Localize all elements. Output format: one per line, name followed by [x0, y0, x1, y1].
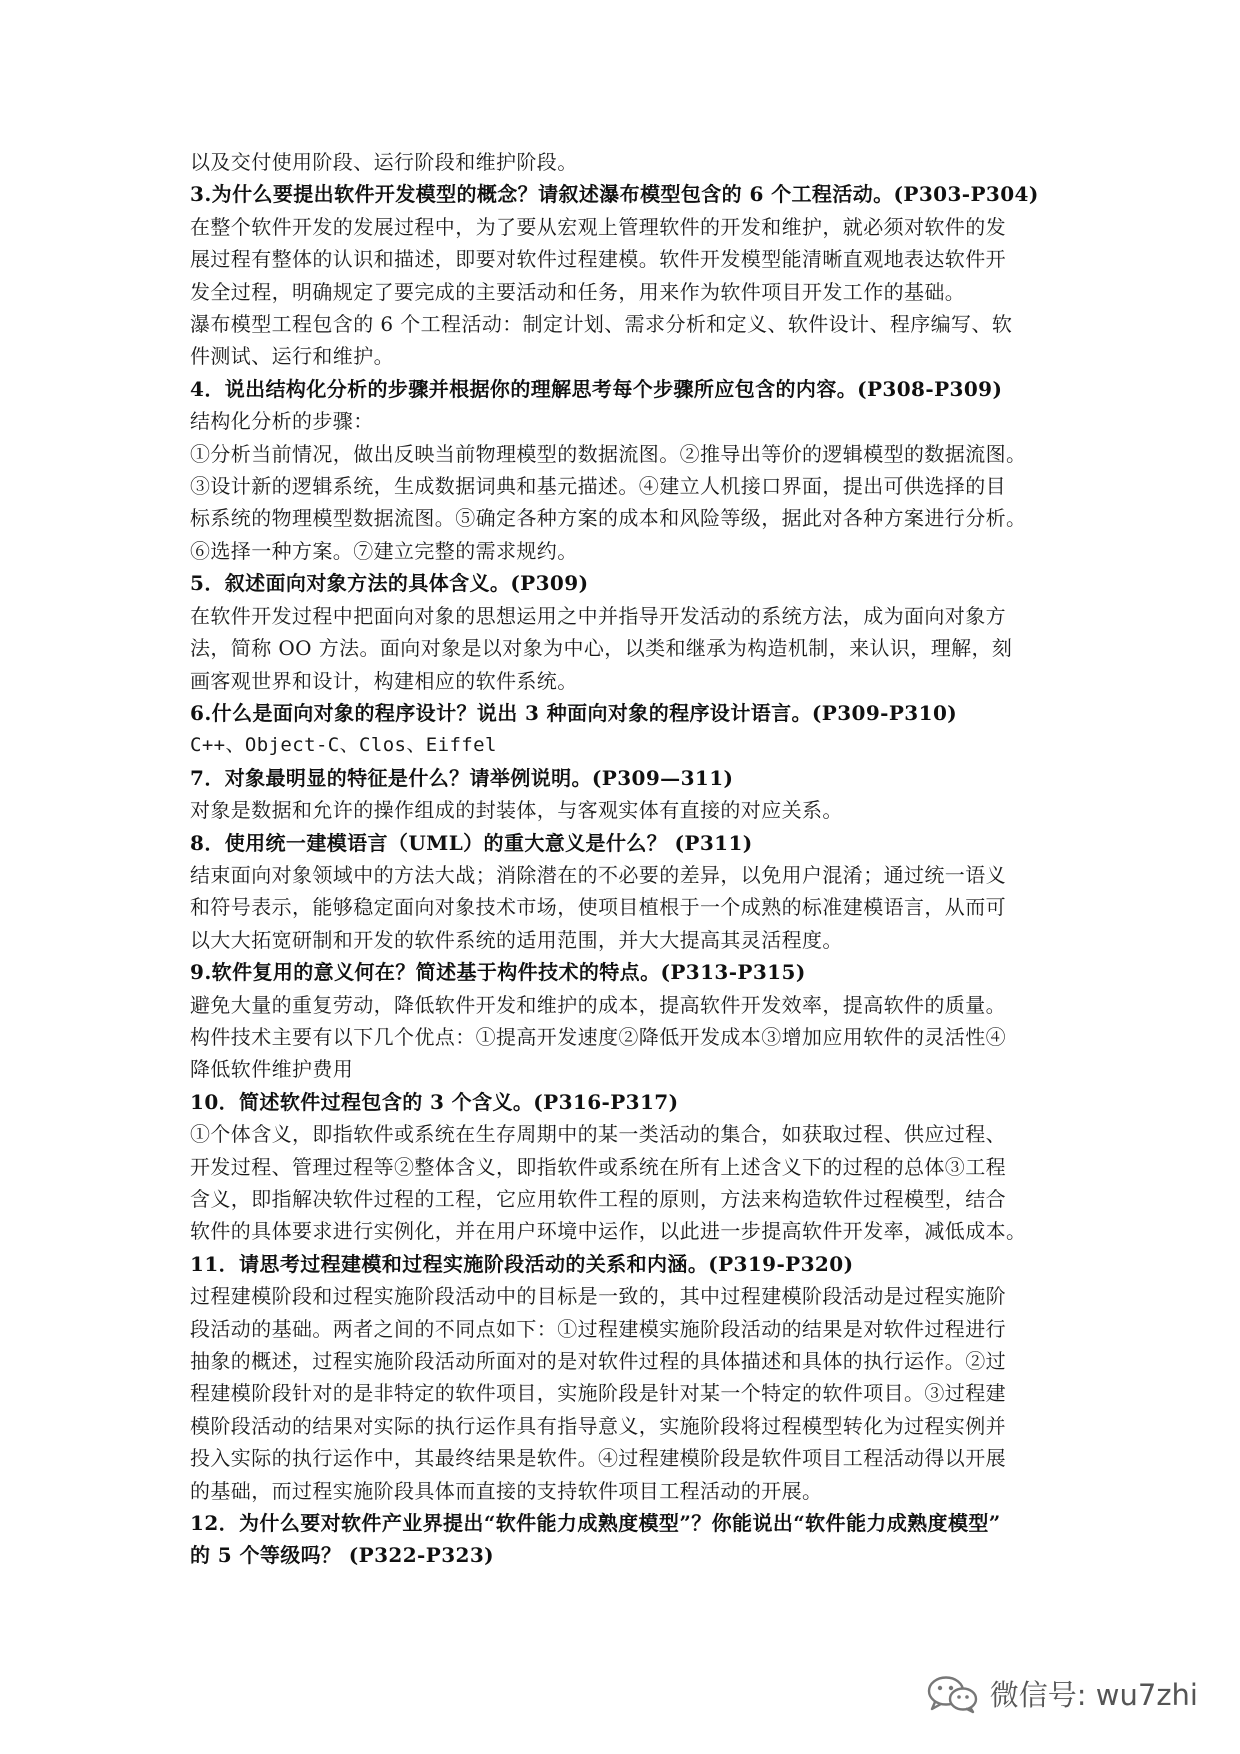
answer-text-line: 在整个软件开发的发展过程中，为了要从宏观上管理软件的开发和维护，就必须对软件的发: [190, 214, 1006, 239]
answer-text-line: 以大大拓宽研制和开发的软件系统的适用范围，并大大提高其灵活程度。: [190, 927, 843, 952]
answer-text-line: 软件的具体要求进行实例化，并在用户环境中运作，以此进一步提高软件开发率，减低成本。: [190, 1219, 1027, 1244]
question-heading: 9.软件复用的意义何在？简述基于构件技术的特点。(P313-P315): [190, 960, 806, 985]
answer-text-line: 投入实际的执行运作中，其最终结果是软件。④过程建模阶段是软件项目工程活动得以开展: [190, 1446, 1006, 1471]
answer-text-line: ⑥选择一种方案。⑦建立完整的需求规约。: [190, 538, 578, 563]
wechat-watermark: [926, 1673, 1198, 1714]
question-heading: 的 5 个等级吗？ (P322-P323): [190, 1543, 495, 1568]
answer-text-line: 构件技术主要有以下几个优点：①提高开发速度②降低开发成本③增加应用软件的灵活性④: [190, 1024, 1006, 1049]
wechat-icon: [926, 1674, 980, 1714]
answer-text-line: 避免大量的重复劳动，降低软件开发和维护的成本，提高软件开发效率，提高软件的质量。: [190, 992, 1006, 1017]
question-heading: 12．为什么要对软件产业界提出“软件能力成熟度模型”？你能说出“软件能力成熟度模型”: [190, 1511, 1001, 1536]
question-heading: 4．说出结构化分析的步骤并根据你的理解思考每个步骤所应包含的内容。(P308-P309): [190, 376, 1003, 401]
answer-text-line: 开发过程、管理过程等②整体含义，即指软件或系统在所有上述含义下的过程的总体③工程: [190, 1154, 1006, 1179]
answer-text-line: 段活动的基础。两者之间的不同点如下：①过程建模实施阶段活动的结果是对软件过程进行: [190, 1316, 1006, 1341]
answer-text-line: 抽象的概述，过程实施阶段活动所面对的是对软件过程的具体描述和具体的执行运作。②过: [190, 1349, 1006, 1374]
question-heading: 5．叙述面向对象方法的具体含义。(P309): [190, 571, 589, 596]
answer-text-line: 画客观世界和设计，构建相应的软件系统。: [190, 668, 578, 693]
answer-text-line: 瀑布模型工程包含的 6 个工程活动：制定计划、需求分析和定义、软件设计、程序编写、软: [190, 312, 1013, 337]
answer-text-line: 结构化分析的步骤：: [190, 409, 374, 434]
answer-text-line: 法，简称 OO 方法。面向对象是以对象为中心，以类和继承为构造机制，来认识，理解，刻: [190, 636, 1013, 661]
answer-text-line: 对象是数据和允许的操作组成的封装体，与客观实体有直接的对应关系。: [190, 798, 843, 823]
answer-text-line: 结束面向对象领域中的方法大战；消除潜在的不必要的差异，以免用户混淆；通过统一语义: [190, 862, 1006, 887]
answer-text-line: 和符号表示，能够稳定面向对象技术市场，使项目植根于一个成熟的标准建模语言，从而可: [190, 895, 1006, 920]
watermark-label: 微信号: wu7zhi: [989, 1678, 1198, 1712]
answer-text-line: 件测试、运行和维护。: [190, 344, 394, 369]
answer-text-line: ①个体含义，即指软件或系统在生存周期中的某一类活动的集合，如获取过程、供应过程、: [190, 1122, 1006, 1147]
answer-text-line: ③设计新的逻辑系统，生成数据词典和基元描述。④建立人机接口界面，提出可供选择的目: [190, 474, 1006, 499]
question-heading: 10．简述软件过程包含的 3 个含义。(P316-P317): [190, 1089, 679, 1114]
answer-text-line: 降低软件维护费用: [190, 1057, 354, 1082]
answer-text-line: 展过程有整体的认识和描述，即要对软件过程建模。软件开发模型能清晰直观地表达软件开: [190, 247, 1006, 272]
answer-text-line: 以及交付使用阶段、运行阶段和维护阶段。: [190, 150, 578, 174]
question-heading: 6.什么是面向对象的程序设计？说出 3 种面向对象的程序设计语言。(P309-P310): [190, 700, 958, 725]
answer-text-line: 发全过程，明确规定了要完成的主要活动和任务，用来作为软件项目开发工作的基础。: [190, 279, 966, 304]
answer-text-line: C++、Object-C、Clos、Eiffel: [190, 734, 497, 757]
document-page: [190, 146, 1068, 1572]
answer-text-line: 过程建模阶段和过程实施阶段活动中的目标是一致的，其中过程建模阶段活动是过程实施阶: [190, 1284, 1006, 1309]
answer-text-line: 在软件开发过程中把面向对象的思想运用之中并指导开发活动的系统方法，成为面向对象方: [190, 603, 1006, 628]
question-heading: 11．请思考过程建模和过程实施阶段活动的关系和内涵。(P319-P320): [190, 1251, 854, 1276]
answer-text-line: ①分析当前情况，做出反映当前物理模型的数据流图。②推导出等价的逻辑模型的数据流图。: [190, 441, 1027, 466]
answer-text-line: 标系统的物理模型数据流图。⑤确定各种方案的成本和风险等级，据此对各种方案进行分析。: [190, 506, 1027, 531]
question-heading: 3.为什么要提出软件开发模型的概念？请叙述瀑布模型包含的 6 个工程活动。(P303-P304): [190, 182, 1039, 207]
answer-text-line: 程建模阶段针对的是非特定的软件项目，实施阶段是针对某一个特定的软件项目。③过程建: [190, 1381, 1006, 1406]
answer-text-line: 模阶段活动的结果对实际的执行运作具有指导意义，实施阶段将过程模型转化为过程实例并: [190, 1413, 1006, 1438]
question-heading: 7．对象最明显的特征是什么？请举例说明。(P309—311): [190, 765, 734, 790]
question-heading: 8．使用统一建模语言（UML）的重大意义是什么？ (P311): [190, 830, 753, 855]
answer-text-line: 的基础，而过程实施阶段具体而直接的支持软件项目工程活动的开展。: [190, 1478, 823, 1503]
answer-text-line: 含义，即指解决软件过程的工程，它应用软件工程的原则，方法来构造软件过程模型，结合: [190, 1187, 1006, 1211]
